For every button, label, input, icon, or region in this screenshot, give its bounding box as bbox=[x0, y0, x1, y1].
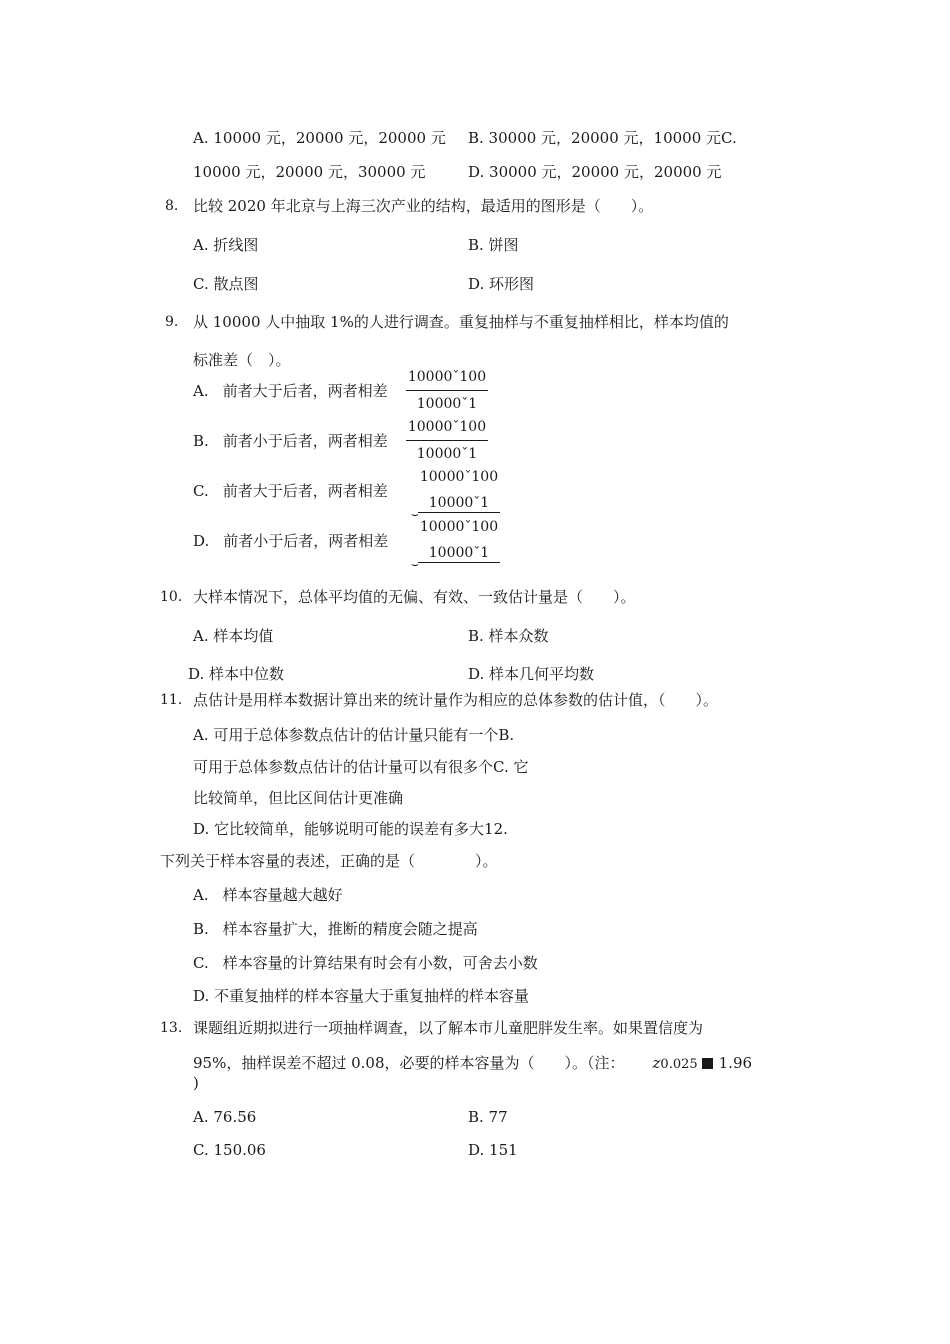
q13-option-a: A. 76.56 bbox=[193, 1108, 257, 1126]
fraction-numerator: 10000ˇ100 bbox=[406, 368, 488, 391]
q9-option-d bbox=[193, 531, 388, 551]
q12-option-c-label: C. bbox=[193, 954, 209, 972]
q9-option-a-fraction bbox=[406, 368, 488, 413]
fraction-denominator: 10000ˇ1 bbox=[418, 490, 500, 513]
q10-number: 10. bbox=[160, 589, 183, 605]
q10-option-a: A. 样本均值 bbox=[193, 627, 274, 645]
q9-stem-line1: 从 10000 人中抽取 1%的人进行调查。重复抽样与不重复抽样相比，样本均值的 bbox=[193, 313, 729, 331]
q11-line-4: D. 它比较简单，能够说明可能的误差有多大12. bbox=[193, 820, 508, 838]
q13-option-b: B. 77 bbox=[468, 1108, 508, 1126]
q9-option-c bbox=[193, 481, 388, 501]
q12-option-c-text: 样本容量的计算结果有时会有小数，可舍去小数 bbox=[222, 954, 538, 972]
fraction-denominator: 10000ˇ1 bbox=[416, 446, 478, 462]
q11-line-3: 比较简单，但比区间估计更准确 bbox=[193, 789, 404, 807]
q13-stem-line2 bbox=[193, 1053, 752, 1075]
q7-option-c: 10000 元，20000 元，30000 元 bbox=[193, 163, 426, 181]
q12-option-b bbox=[193, 919, 478, 939]
q9-option-a bbox=[193, 381, 388, 401]
q8-number: 8. bbox=[165, 198, 179, 214]
q12-stem: 下列关于样本容量的表述，正确的是（ ）。 bbox=[160, 852, 498, 870]
q9-option-c-label: C. bbox=[193, 482, 209, 500]
q13-stem-text: 95%，抽样误差不超过 0.08，必要的样本容量为（ ）。（注： bbox=[193, 1054, 625, 1072]
q13-closing-paren: ) bbox=[193, 1074, 199, 1092]
q10-option-b: B. 样本众数 bbox=[468, 627, 549, 645]
fraction-denominator: 10000ˇ1 bbox=[418, 540, 500, 563]
q12-option-d: D. 不重复抽样的样本容量大于重复抽样的样本容量 bbox=[193, 987, 530, 1005]
q7-option-b: B. 30000 元，20000 元，10000 元C. bbox=[468, 129, 737, 147]
q8-option-d: D. 环形图 bbox=[468, 275, 535, 293]
q9-option-b-text: 前者小于后者，两者相差 bbox=[222, 432, 388, 450]
q12-option-b-label: B. bbox=[193, 920, 209, 938]
q9-option-b-fraction bbox=[406, 418, 488, 463]
z-symbol: z bbox=[652, 1054, 661, 1072]
q9-option-b bbox=[193, 431, 388, 451]
q11-number: 11. bbox=[160, 692, 183, 708]
q12-option-a-label: A. bbox=[193, 886, 209, 904]
q11-line-1: A. 可用于总体参数点估计的估计量只能有一个B. bbox=[193, 726, 515, 744]
q9-option-a-label: A. bbox=[193, 382, 209, 400]
q8-option-a: A. 折线图 bbox=[193, 236, 259, 254]
q12-option-a-text: 样本容量越大越好 bbox=[222, 886, 343, 904]
q8-stem: 比较 2020 年北京与上海三次产业的结构，最适用的图形是（ ）。 bbox=[193, 197, 654, 215]
q9-option-d-text: 前者小于后者，两者相差 bbox=[223, 532, 389, 550]
q13-stem-line1: 课题组近期拟进行一项抽样调查，以了解本市儿童肥胖发生率。如果置信度为 bbox=[193, 1019, 704, 1037]
q12-option-b-text: 样本容量扩大，推断的精度会随之提高 bbox=[222, 920, 478, 938]
q7-option-a: A. 10000 元，20000 元，20000 元 bbox=[193, 129, 446, 147]
q9-number: 9. bbox=[165, 314, 179, 330]
fraction-denominator: 10000ˇ1 bbox=[416, 396, 478, 412]
q9-option-d-label: D. bbox=[193, 532, 210, 550]
q12-option-a bbox=[193, 885, 343, 905]
q9-option-a-text: 前者大于后者，两者相差 bbox=[222, 382, 388, 400]
q9-option-c-text: 前者大于后者，两者相差 bbox=[222, 482, 388, 500]
fraction-numerator: 10000ˇ100 bbox=[406, 418, 488, 441]
q8-option-c: C. 散点图 bbox=[193, 275, 259, 293]
equals-glyph-icon bbox=[702, 1058, 713, 1069]
q10-option-c: D. 样本中位数 bbox=[188, 665, 285, 683]
q10-stem: 大样本情况下，总体平均值的无偏、有效、一致估计量是（ ）。 bbox=[193, 588, 636, 606]
q13-option-c: C. 150.06 bbox=[193, 1141, 266, 1159]
q9-stem-line2: 标准差（ ）。 bbox=[193, 351, 291, 369]
q9-option-d-fraction bbox=[418, 518, 500, 563]
z-value: 1.96 bbox=[718, 1054, 753, 1072]
q8-option-b: B. 饼图 bbox=[468, 236, 519, 254]
q9-option-c-fraction bbox=[418, 468, 500, 513]
q13-option-d: D. 151 bbox=[468, 1141, 518, 1159]
sqrt-sign-icon: ⌣ bbox=[411, 507, 419, 521]
q7-option-d: D. 30000 元，20000 元，20000 元 bbox=[468, 163, 722, 181]
q11-line-2: 可用于总体参数点估计的估计量可以有很多个C. 它 bbox=[193, 758, 529, 776]
q13-number: 13. bbox=[160, 1020, 183, 1036]
q9-option-b-label: B. bbox=[193, 432, 209, 450]
fraction-numerator: 10000ˇ100 bbox=[419, 469, 499, 485]
q12-option-c bbox=[193, 953, 538, 973]
z-subscript: 0.025 bbox=[660, 1057, 698, 1072]
sqrt-sign-icon: ⌣ bbox=[411, 557, 419, 571]
q10-option-d: D. 样本几何平均数 bbox=[468, 665, 595, 683]
q11-stem: 点估计是用样本数据计算出来的统计量作为相应的总体参数的估计值，（ ）。 bbox=[193, 691, 719, 709]
fraction-numerator: 10000ˇ100 bbox=[419, 519, 499, 535]
